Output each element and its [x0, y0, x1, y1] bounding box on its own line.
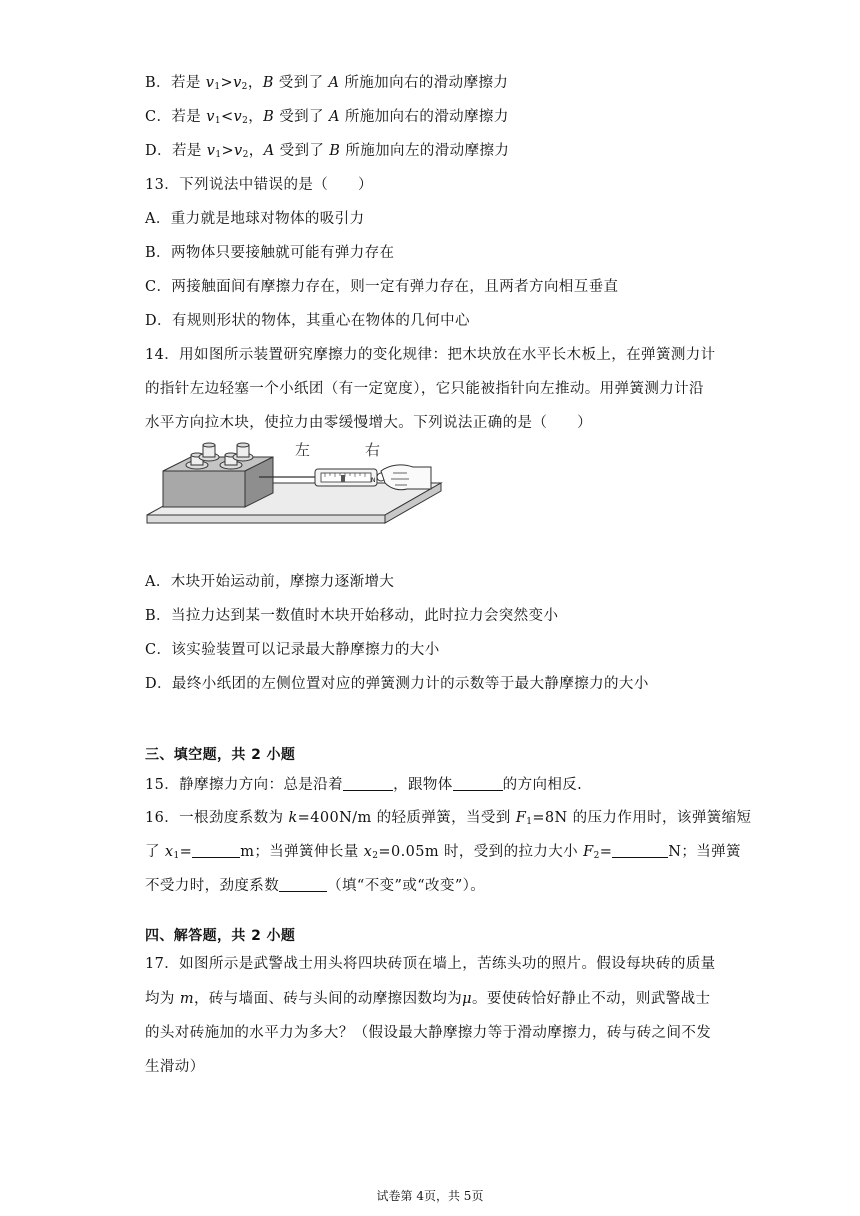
var-v: v — [234, 143, 243, 159]
var-k: k — [288, 810, 298, 826]
var-v: v — [233, 75, 242, 91]
text: ， — [248, 143, 264, 159]
text: 受到了 — [274, 109, 329, 125]
q16-line2 — [145, 840, 741, 861]
relation: > — [221, 143, 235, 159]
friction-apparatus-illustration — [145, 437, 445, 529]
q14-option-d: D．最终小纸团的左侧位置对应的弹簧测力计的示数等于最大静摩擦力的大小 — [145, 676, 649, 692]
text: 若是 — [171, 109, 207, 125]
text: ，砖与墙面、砖与头间的动摩擦因数均为 — [193, 991, 463, 1007]
answer-blank[interactable] — [343, 776, 393, 791]
q12-option-b — [145, 71, 508, 92]
text: （填“不变”或“改变”）。 — [327, 878, 486, 894]
sub: 1 — [526, 817, 533, 827]
option-letter: D． — [145, 143, 172, 159]
answer-blank[interactable] — [279, 877, 327, 892]
text: = — [599, 844, 613, 860]
answer-blank[interactable] — [192, 843, 240, 858]
q15 — [145, 773, 582, 794]
relation: < — [220, 109, 234, 125]
var-f: F — [583, 844, 594, 860]
sub: 2 — [593, 851, 600, 861]
q13-option-a: A．重力就是地球对物体的吸引力 — [145, 211, 365, 227]
option-letter: C． — [145, 109, 172, 125]
text: 受到了 — [274, 143, 330, 159]
answer-blank[interactable] — [453, 776, 503, 791]
q12-option-d — [145, 139, 509, 160]
option-letter: B． — [145, 75, 171, 91]
q12-option-c — [145, 105, 509, 126]
q13-option-c: C．两接触面间有摩擦力存在，则一定有弹力存在，且两者方向相互垂直 — [145, 279, 619, 295]
text: =400N/m 的轻质弹簧，当受到 — [297, 810, 516, 826]
paper-ball — [341, 475, 345, 482]
text: m；当弹簧伸长量 — [240, 844, 364, 860]
board-front — [147, 515, 385, 523]
sub: 1 — [214, 116, 221, 126]
q14-option-b: B．当拉力达到某一数值时木块开始移动，此时拉力会突然变小 — [145, 608, 559, 624]
text: 均为 — [145, 991, 180, 1007]
var: B — [262, 75, 274, 91]
page-footer: 试卷第 4页，共 5页 — [376, 1189, 484, 1203]
friction-apparatus-figure — [145, 437, 445, 529]
text: 若是 — [171, 143, 207, 159]
block-front — [163, 471, 245, 507]
var: B — [263, 109, 275, 125]
text: 所施加向左的滑动摩擦力 — [340, 143, 510, 159]
q16-line3 — [145, 874, 485, 895]
q17-line2 — [145, 987, 710, 1008]
var-v: v — [206, 143, 216, 159]
text: ， — [247, 75, 263, 91]
text: = — [179, 844, 193, 860]
text: =0.05m 时，受到的拉力大小 — [378, 844, 584, 860]
sub: 1 — [214, 82, 221, 92]
var-v: v — [206, 109, 215, 125]
label-right: 右 — [365, 441, 381, 459]
text: 所施加向右的滑动摩擦力 — [339, 109, 509, 125]
var-m: m — [179, 991, 194, 1007]
sub: 2 — [242, 116, 249, 126]
hand — [381, 465, 431, 490]
text: N；当弹簧 — [668, 844, 741, 860]
q14-stem-line1: 14．用如图所示装置研究摩擦力的变化规律：把木块放在水平长木板上，在弹簧测力计 — [145, 347, 716, 363]
var: A — [328, 109, 340, 125]
text: 。要使砖恰好静止不动，则武警战士 — [472, 991, 711, 1007]
sub: 2 — [241, 82, 248, 92]
sub: 2 — [372, 851, 379, 861]
text: ， — [248, 109, 264, 125]
q13-option-b: B．两物体只要接触就可能有弹力存在 — [145, 245, 395, 261]
q14-stem-line3: 水平方向拉木块，使拉力由零缓慢增大。下列说法正确的是（ ） — [145, 415, 592, 431]
text: 16．一根劲度系数为 — [145, 810, 289, 826]
text: 不受力时，劲度系数 — [145, 878, 280, 894]
var: B — [329, 143, 341, 159]
q13-option-d: D．有规则形状的物体，其重心在物体的几何中心 — [145, 313, 470, 329]
label-left: 左 — [295, 441, 311, 459]
q16-line1 — [145, 806, 751, 827]
var-f: F — [515, 810, 527, 826]
var-x: x — [164, 844, 174, 860]
text: 所施加向右的滑动摩擦力 — [339, 75, 509, 91]
var-v: v — [233, 109, 243, 125]
var-x: x — [363, 844, 373, 860]
q17-line1: 17．如图所示是武警战士用头将四块砖顶在墙上，苦练头功的照片。假设每块砖的质量 — [145, 956, 716, 972]
text: 15．静摩擦力方向：总是沿着 — [145, 777, 344, 793]
relation: > — [220, 75, 234, 91]
sub: 1 — [215, 150, 222, 160]
q14-stem-line2: 的指针左边轻塞一个小纸团（有一定宽度），它只能被指针向左推动。用弹簧测力计沿 — [145, 381, 704, 397]
q13-stem: 13．下列说法中错误的是（ ） — [145, 177, 373, 193]
scale-unit: N — [371, 477, 376, 484]
q17-line4: 生滑动） — [145, 1059, 205, 1075]
sub: 1 — [173, 851, 180, 861]
section-heading-answer: 四、解答题，共 2 小题 — [145, 928, 296, 944]
q14-option-c: C．该实验装置可以记录最大静摩擦力的大小 — [145, 642, 440, 658]
section-heading-fill-in: 三、填空题，共 2 小题 — [145, 747, 296, 763]
text: 若是 — [170, 75, 206, 91]
var: A — [263, 143, 275, 159]
answer-blank[interactable] — [612, 843, 668, 858]
text: ，跟物体 — [393, 777, 453, 793]
text: 的方向相反. — [502, 777, 583, 793]
text: 了 — [145, 844, 165, 860]
text: =8N 的压力作用时，该弹簧缩短 — [532, 810, 752, 826]
sub: 2 — [242, 150, 249, 160]
q14-option-a: A．木块开始运动前，摩擦力逐渐增大 — [145, 574, 395, 590]
var: A — [328, 75, 340, 91]
var-v: v — [205, 75, 215, 91]
q17-line3: 的头对砖施加的水平力为多大？（假设最大静摩擦力等于滑动摩擦力，砖与砖之间不发 — [145, 1025, 712, 1041]
text: 受到了 — [273, 75, 329, 91]
var-mu: μ — [462, 991, 472, 1007]
